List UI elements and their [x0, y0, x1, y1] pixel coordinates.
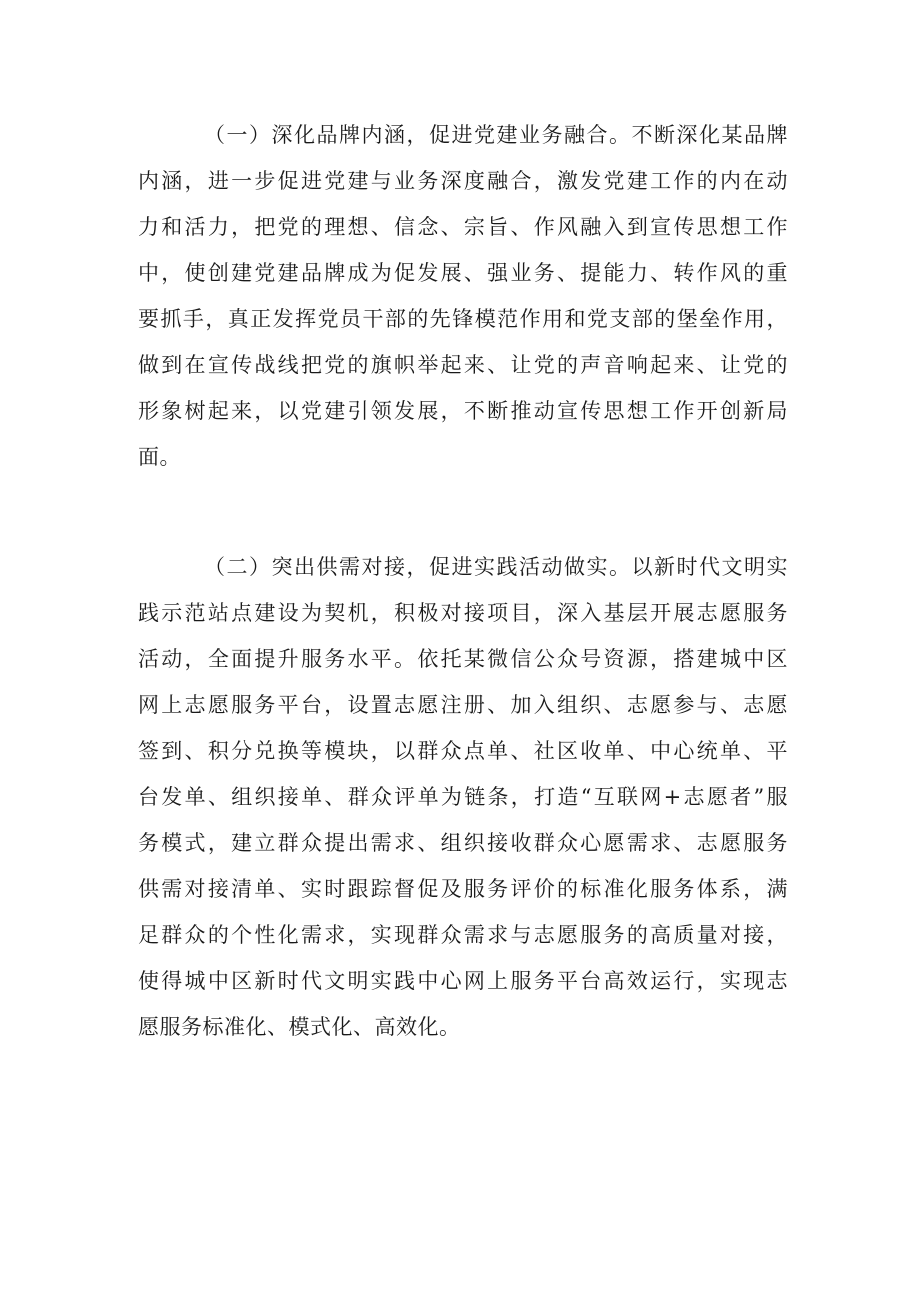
paragraph-line: 面。	[138, 445, 181, 469]
paragraph-line: 台发单、组织接单、群众评单为链条，打造“互联网+志愿者”服	[138, 785, 788, 809]
paragraph-line: 做到在宣传战线把党的旗帜举起来、让党的声音响起来、让党的	[138, 353, 788, 377]
paragraph-line: 内涵，进一步促进党建与业务深度融合，激发党建工作的内在动	[138, 169, 788, 193]
paragraph-line: 愿服务标准化、模式化、高效化。	[138, 1015, 461, 1039]
paragraph-line: 践示范站点建设为契机，积极对接项目，深入基层开展志愿服务	[138, 601, 788, 625]
paragraph-line: 使得城中区新时代文明实践中心网上服务平台高效运行，实现志	[138, 969, 788, 993]
paragraph-line: 要抓手，真正发挥党员干部的先锋模范作用和党支部的堡垒作用，	[138, 307, 788, 331]
paragraph-line: 网上志愿服务平台，设置志愿注册、加入组织、志愿参与、志愿	[138, 693, 788, 717]
paragraph-supply-demand	[138, 544, 788, 1050]
paragraph-line: （一）深化品牌内涵，促进党建业务融合。不断深化某品牌	[204, 123, 788, 147]
paragraph-line: （二）突出供需对接，促进实践活动做实。以新时代文明实	[204, 555, 788, 579]
paragraph-line: 供需对接清单、实时跟踪督促及服务评价的标准化服务体系，满	[138, 877, 788, 901]
paragraph-line: 力和活力，把党的理想、信念、宗旨、作风融入到宣传思想工作	[138, 215, 788, 239]
paragraph-line: 务模式，建立群众提出需求、组织接收群众心愿需求、志愿服务	[138, 831, 788, 855]
paragraph-line: 中，使创建党建品牌成为促发展、强业务、提能力、转作风的重	[138, 261, 788, 285]
paragraph-line: 活动，全面提升服务水平。依托某微信公众号资源，搭建城中区	[138, 647, 788, 671]
paragraph-line: 足群众的个性化需求，实现群众需求与志愿服务的高质量对接，	[138, 923, 788, 947]
paragraph-line: 形象树起来，以党建引领发展，不断推动宣传思想工作开创新局	[138, 399, 788, 423]
paragraph-brand-connotation	[138, 112, 788, 480]
paragraph-line: 签到、积分兑换等模块，以群众点单、社区收单、中心统单、平	[138, 739, 788, 763]
